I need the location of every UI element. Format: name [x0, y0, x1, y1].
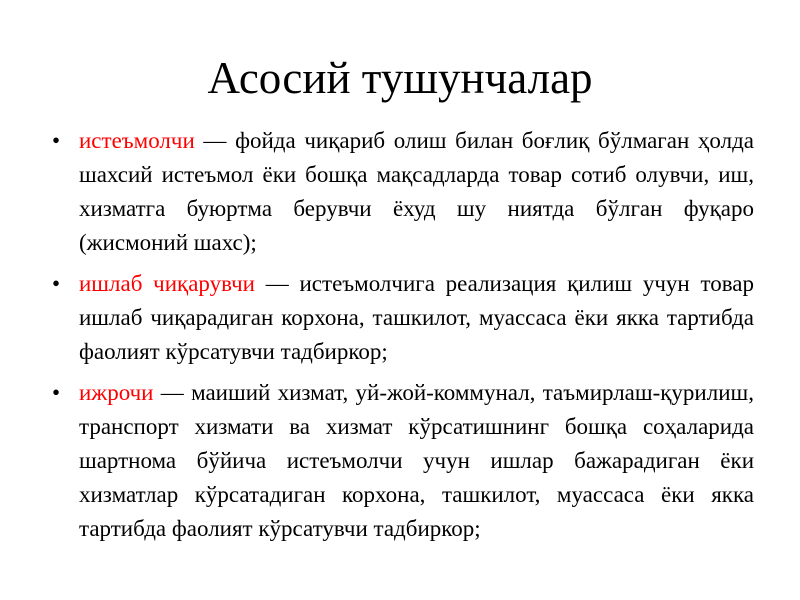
- bullet-item-consumer: [48, 124, 754, 260]
- term-contractor: ижрочи: [79, 380, 154, 405]
- term-manufacturer: ишлаб чиқарувчи: [79, 271, 255, 296]
- bullet-item-manufacturer: [48, 267, 754, 369]
- definition-consumer: — фойда чиқариб олиш билан боғлиқ бўлмаган ҳолда шахсий истеъмол ёки бошқа мақсадларда товар сотиб олувчи, иш, хизматга буюртма берувчи ёхуд шу ниятда бўлган фуқаро (жисмоний шахс);: [79, 128, 754, 255]
- term-consumer: истеъмолчи: [79, 128, 195, 153]
- definition-contractor: — маиший хизмат, уй-жой-коммунал, таъмирлаш-қурилиш, транспорт хизмати ва хизмат кўрсатишнинг бошқа соҳаларида шартнома бўйича истеъмолчи учун ишлар бажарадиган ёки хизматлар кўрсатадиган корхона, ташкилот, муассаса ёки якка тартибда фаолият кўрсатувчи тадбиркор;: [79, 380, 754, 541]
- bullet-dot-icon: •: [52, 271, 61, 296]
- bullet-list: [48, 124, 754, 553]
- definition-manufacturer: — истеъмолчига реализация қилиш учун товар ишлаб чиқарадиган корхона, ташкилот, муассаса ёки якка тартибда фаолият кўрсатувчи тадбиркор;: [79, 271, 754, 364]
- bullet-dot-icon: •: [52, 128, 61, 153]
- bullet-dot-icon: •: [52, 380, 61, 405]
- bullet-item-contractor: [48, 376, 754, 546]
- slide-title: Асосий тушунчалар: [207, 53, 593, 103]
